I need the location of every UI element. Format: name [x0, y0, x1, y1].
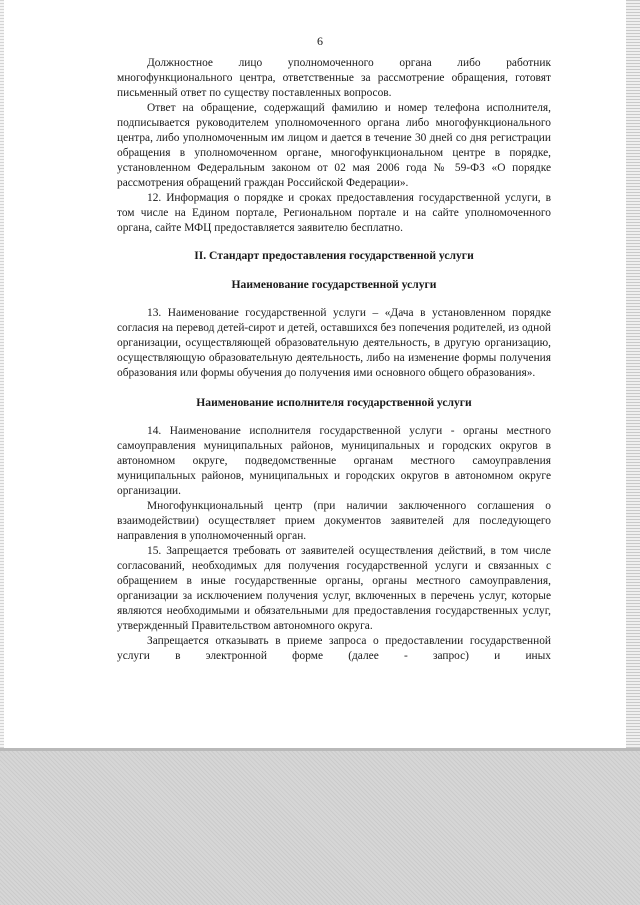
paragraph-reply-signature: Ответ на обращение, содержащий фамилию и номер телефона исполнителя, подписывается руководителем уполномоченного органа либо многофункционального центра, либо уполномоченным им лицом и дается в течение 30 дней со дня регистрации обращения в уполномоченном органе, многофункциональном центре в порядке, установленном Федеральным законом от 02 мая 2006 года № 59-ФЗ «О порядке рассмотрения обращений граждан Российской Федерации». [117, 102, 551, 189]
paragraph-prohibition: Запрещается отказывать в приеме запроса о предоставлении государственной услуги в электронной форме (далее - запрос) и иных [117, 635, 551, 662]
paragraph-official-reply: Должностное лицо уполномоченного органа либо работник многофункционального центра, ответственные за рассмотрение обращения, готовят письменный ответ по существу поставленных вопросов. [117, 57, 551, 99]
section-title: II. Стандарт предоставления государственной услуги [194, 249, 474, 262]
paragraph-14: 14. Наименование исполнителя государственной услуги - органы местного самоуправления муниципальных районов, муниципальных и городских округов в автономном округе, подведомственные органам местного самоуправления муниципальных районов, муниципальных и городских округов в автономном округе организации. [117, 425, 551, 497]
scan-bottom-area [0, 751, 640, 905]
subheading-service-name: Наименование государственной услуги [231, 278, 437, 291]
paragraph-13: 13. Наименование государственной услуги – «Дача в установленном порядке согласия на перевод детей-сирот и детей, оставшихся без попечения родителей, из одной организации, осуществляющей образовательную деятельность, в другую организацию, осуществляющую образовательную деятельность, либо на изменение формы получения образования или формы обучения до получения ими основного общего образования». [117, 307, 551, 379]
subheading-executor: Наименование исполнителя государственной услуги [196, 396, 472, 409]
paragraph-mfc: Многофункциональный центр (при наличии заключенного соглашения о взаимодействии) осуществляет прием документов заявителей для последующего направления в уполномоченный орган. [117, 500, 551, 542]
paragraph-12: 12. Информация о порядке и сроках предоставления государственной услуги, в том числе на Едином портале, Региональном портале и на сайте уполномоченного органа, сайте МФЦ предоставляется заявителю бесплатно. [117, 192, 551, 234]
paragraph-15: 15. Запрещается требовать от заявителей осуществления действий, в том числе согласований, необходимых для получения государственной услуги и связанных с обращением в иные государственные органы, органы местного самоуправления, организации за исключением получения услуг, включенных в перечень услуг, которые являются необходимыми и обязательными для предоставления государственных услуг, утвержденный Правительством автономного округа. [117, 545, 551, 632]
document-body [117, 56, 551, 664]
page-number: 6 [317, 34, 323, 48]
